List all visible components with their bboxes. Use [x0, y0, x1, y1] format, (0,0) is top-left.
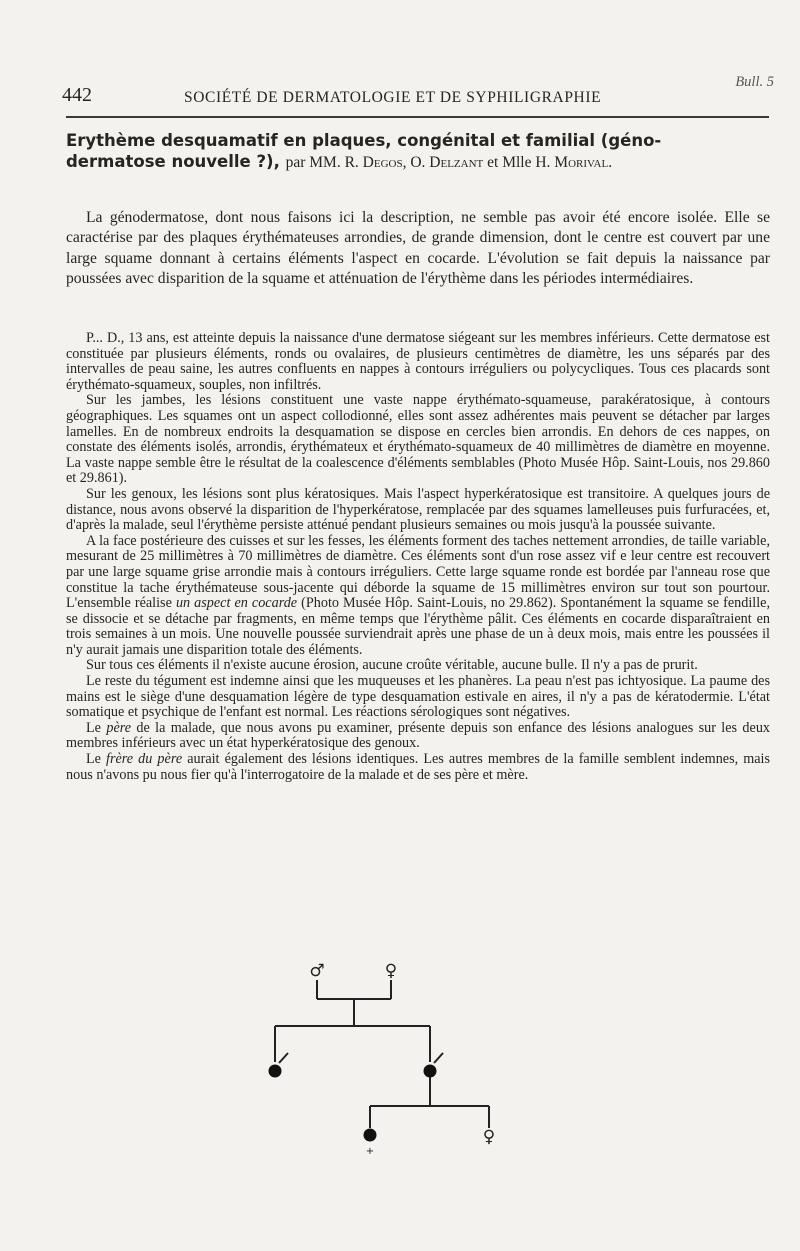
paragraph-7-pre: Le [86, 719, 101, 736]
paragraph-8-post: aurait également des lésions identiques. Les autres membres de la famille semblent indemnes, mais nous n'avons pu nous fier qu'à l'interrogatoire de la malade et de ses père et mère. [66, 751, 771, 783]
grandfather-symbol: ♂ [309, 961, 325, 981]
paragraph-4 [66, 534, 770, 659]
affected-uncle [269, 1065, 282, 1078]
byline-and: et [487, 154, 499, 171]
paragraph-1: P... D., 13 ans, est atteinte depuis la naissance d'une dermatose siégeant sur les membres inférieurs. Cette dermatose est constituée par plusieurs éléments, ronds ou ovalaires, de plusieurs centimètres de diamètre, les uns séparés par des intervalles de peau saine, les autres confluents en nappes à contours irréguliers ou polycycliques. Tous ces placards sont érythémato-squameux, souples, non infiltrés. [66, 330, 770, 393]
byline-par: par MM. [285, 154, 341, 171]
article-title [66, 130, 770, 173]
uncle-arrow-shaft [279, 1053, 288, 1063]
author-morival: Morival. [554, 154, 613, 171]
pedigree-lines [275, 980, 489, 1128]
grandmother-symbol: ♀ [384, 961, 398, 981]
running-head [62, 74, 774, 110]
paragraph-7-em: père [106, 719, 132, 736]
paragraph-7-post: de la malade, que nous avons pu examiner, présente depuis son enfance des lésions analogues sur les deux membres inférieurs avec un état hyperkératosique des genoux. [66, 719, 771, 752]
paragraph-3: Sur les genoux, les lésions sont plus kératosiques. Mais l'aspect hyperkératosique est transitoire. A quelques jours de distance, nous avons observé la disparition de l'hyperkératose, remplacée par des squames lamelleuses puis furfuracées, et, d'après la malade, seul l'érythème persiste atténué pendant plusieurs semaines ou mois jusqu'à la poussée suivante. [66, 485, 770, 534]
affected-proband [364, 1129, 377, 1142]
title-line-2: dermatose nouvelle ?), [66, 152, 280, 171]
paragraph-4-em: un aspect en cocarde [175, 595, 298, 612]
paragraph-8 [66, 752, 770, 783]
father-arrow-shaft [434, 1053, 443, 1063]
paragraph-2: Sur les jambes, les lésions constituent une vaste nappe érythémato-squameuse, parakératosique, à contours géographiques. Les squames ont un aspect collodionné, elles sont assez adhérentes mais peuvent se détacher par larges lamelles. En de nombreux endroits la desquamation se dispose en cercles bien arrondis. En dehors de ces nappes, on constate des éléments isolés, arrondis, érythémateux et érythémato-squameux de 40 millimètres de diamètre en moyenne. La vaste nappe semble être le résultat de la coalescence d'éléments semblables (Photo Musée Hôp. Saint-Louis, nos 29.860 et 29.861). [66, 392, 770, 487]
author-delzant: O. Delzant [410, 154, 484, 171]
paragraph-4-a: A la face postérieure des cuisses et sur les fesses, les éléments forment des taches nettement arrondies, de taille variable, mesurant de 25 millimètres à 70 millimètres de diamètre. Ces éléments sont d'un rose assez vif e leur centre est recouvert par une large squame grise arrondie mais à contours irréguliers. Cette large squame ronde est bordée par l'anneau rose que constitue la tache érythémateuse sous-jacente qui déborde la squame de 15 millimètres environ sur tout son pourtour. L'ensemble réalise [66, 532, 770, 612]
author-mlle: Mlle H. [502, 154, 551, 171]
journal-title: SOCIÉTÉ DE DERMATOLOGIE ET DE SYPHILIGRAPHIE [184, 89, 602, 106]
paragraph-5: Sur tous ces éléments il n'existe aucune érosion, aucune croûte véritable, aucune bulle. Il n'y a pas de prurit. [86, 657, 698, 674]
bulletin-note: Bull. 5 [735, 74, 774, 90]
intro-paragraph: La génodermatose, dont nous faisons ici la description, ne semble pas avoir été encore isolée. Elle se caractérise par des plaques érythémateuses arrondies, de grande dimension, dont le centre est couvert par une large squame donnant à certains éléments l'aspect en cocarde. L'évolution se fait depuis la naissance par poussées avec disparition de la squame et atténuation de l'érythème dans les périodes intermédiaires. [66, 209, 770, 288]
case-report [66, 331, 770, 783]
paragraph-7 [66, 721, 770, 752]
title-line-1: Erythème desquamatif en plaques, congénital et familial (géno- [66, 131, 662, 150]
proband-mark: + [365, 1146, 375, 1157]
header-rule [66, 116, 769, 118]
paragraph-8-pre: Le [86, 751, 101, 768]
byline: par MM. R. Degos, O. Delzant et Mlle H. Morival. [285, 154, 613, 171]
paragraph-4-b: (Photo Musée Hôp. Saint-Louis, no 29.862). Spontanément la squame se fendille, se dissocie et se détache par fragments, en même temps que l'érythème pâlit. Ces éléments en cocarde disparaîtraient en trois semaines à un mois. Une nouvelle poussée surviendrait après une phase de un à deux mois, mais entre les poussées il n'y aurait jamais une disparition totale des éléments. [66, 595, 770, 658]
author-degos: R. Degos [344, 154, 403, 171]
affected-father [424, 1065, 437, 1078]
page-number: 442 [62, 84, 92, 106]
paragraph-8-em: frère du père [106, 751, 183, 768]
sister-symbol: ♀ [482, 1127, 496, 1147]
paragraph-6: Le reste du tégument est indemne ainsi que les muqueuses et les phanères. La peau n'est pas ichtyosique. La paume des mains est le siège d'une desquamation légère de type desquamation estivale en aires, il n'y a pas de kératodermie. L'état somatique et psychique de l'enfant est normal. Les réactions sérologiques sont négatives. [66, 673, 770, 721]
